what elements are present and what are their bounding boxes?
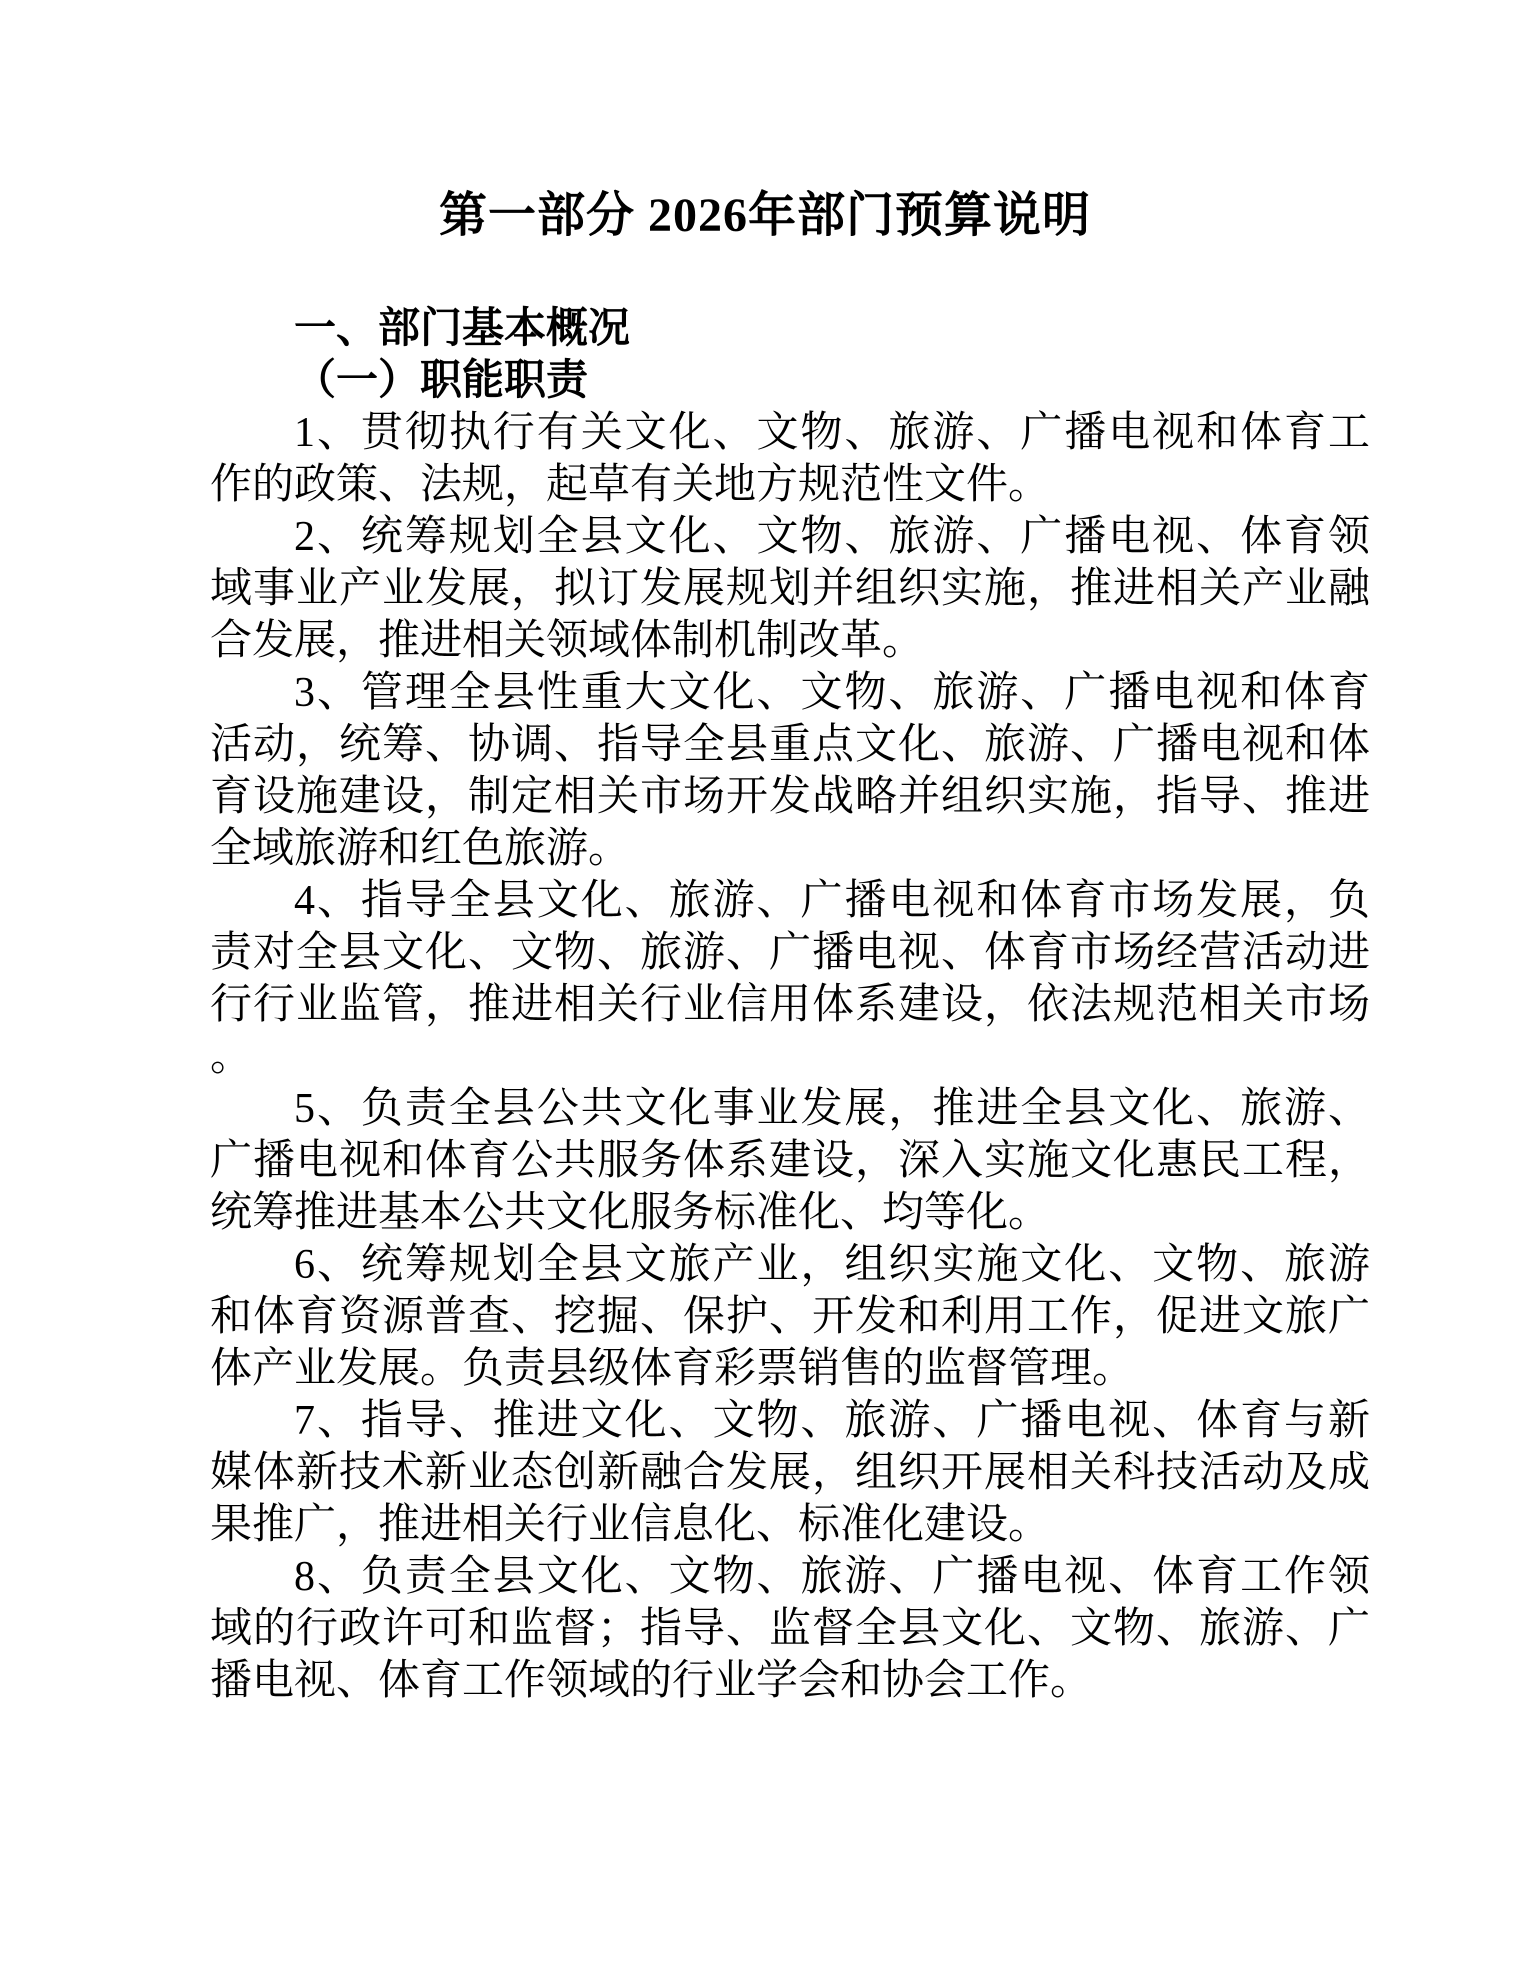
document-title: 第一部分 2026年部门预算说明 [438,189,1091,242]
paragraph [210,1239,1370,1395]
paragraph-line: 媒体新技术新业态创新融合发展，组织开展相关科技活动及成 [210,1450,1370,1496]
paragraph-list [210,407,1370,1707]
subsection-heading: （一）职能职责 [294,358,589,404]
paragraph-line: 7、指导、推进文化、文物、旅游、广播电视、体育与新 [294,1398,1370,1444]
paragraph [210,667,1370,875]
paragraph-line: 3、管理全县性重大文化、文物、旅游、广播电视和体育 [294,670,1370,716]
paragraph [210,1395,1370,1551]
paragraph-line: 行行业监管，推进相关行业信用体系建设，依法规范相关市场 [210,982,1370,1028]
paragraph [210,1551,1370,1707]
paragraph-line: 1、贯彻执行有关文化、文物、旅游、广播电视和体育工 [294,410,1370,456]
paragraph [210,1083,1370,1239]
paragraph-line: 域事业产业发展，拟订发展规划并组织实施，推进相关产业融 [210,566,1370,612]
paragraph-line: 育设施建设，制定相关市场开发战略并组织实施，指导、推进 [210,774,1370,820]
paragraph-line: 。 [210,1034,253,1080]
paragraph [210,511,1370,667]
paragraph-line: 和体育资源普查、挖掘、保护、开发和利用工作，促进文旅广 [210,1294,1370,1340]
section-heading: 一、部门基本概况 [294,306,631,352]
paragraph-line: 统筹推进基本公共文化服务标准化、均等化。 [210,1190,1051,1236]
paragraph-line: 4、指导全县文化、旅游、广播电视和体育市场发展，负 [294,878,1370,924]
paragraph-line: 2、统筹规划全县文化、文物、旅游、广播电视、体育领 [294,514,1370,560]
paragraph [210,407,1370,511]
paragraph-line: 域的行政许可和监督；指导、监督全县文化、文物、旅游、广 [210,1606,1370,1652]
paragraph-line: 体产业发展。负责县级体育彩票销售的监督管理。 [210,1346,1135,1392]
paragraph-line: 8、负责全县文化、文物、旅游、广播电视、体育工作领 [294,1554,1370,1600]
paragraph-line: 6、统筹规划全县文旅产业，组织实施文化、文物、旅游 [294,1242,1370,1288]
paragraph-line: 责对全县文化、文物、旅游、广播电视、体育市场经营活动进 [210,930,1370,976]
paragraph-line: 播电视、体育工作领域的行业学会和协会工作。 [210,1658,1093,1704]
paragraph-line: 活动，统筹、协调、指导全县重点文化、旅游、广播电视和体 [210,722,1370,768]
paragraph-line: 全域旅游和红色旅游。 [210,826,631,872]
paragraph-line: 果推广，推进相关行业信息化、标准化建设。 [210,1502,1051,1548]
paragraph-line: 合发展，推进相关领域体制机制改革。 [210,618,925,664]
paragraph-line: 5、负责全县公共文化事业发展，推进全县文化、旅游、 [294,1086,1370,1132]
paragraph-line: 作的政策、法规，起草有关地方规范性文件。 [210,462,1051,508]
document-body [210,303,1370,1707]
paragraph [210,875,1370,1083]
paragraph-line: 广播电视和体育公共服务体系建设，深入实施文化惠民工程， [210,1138,1370,1184]
